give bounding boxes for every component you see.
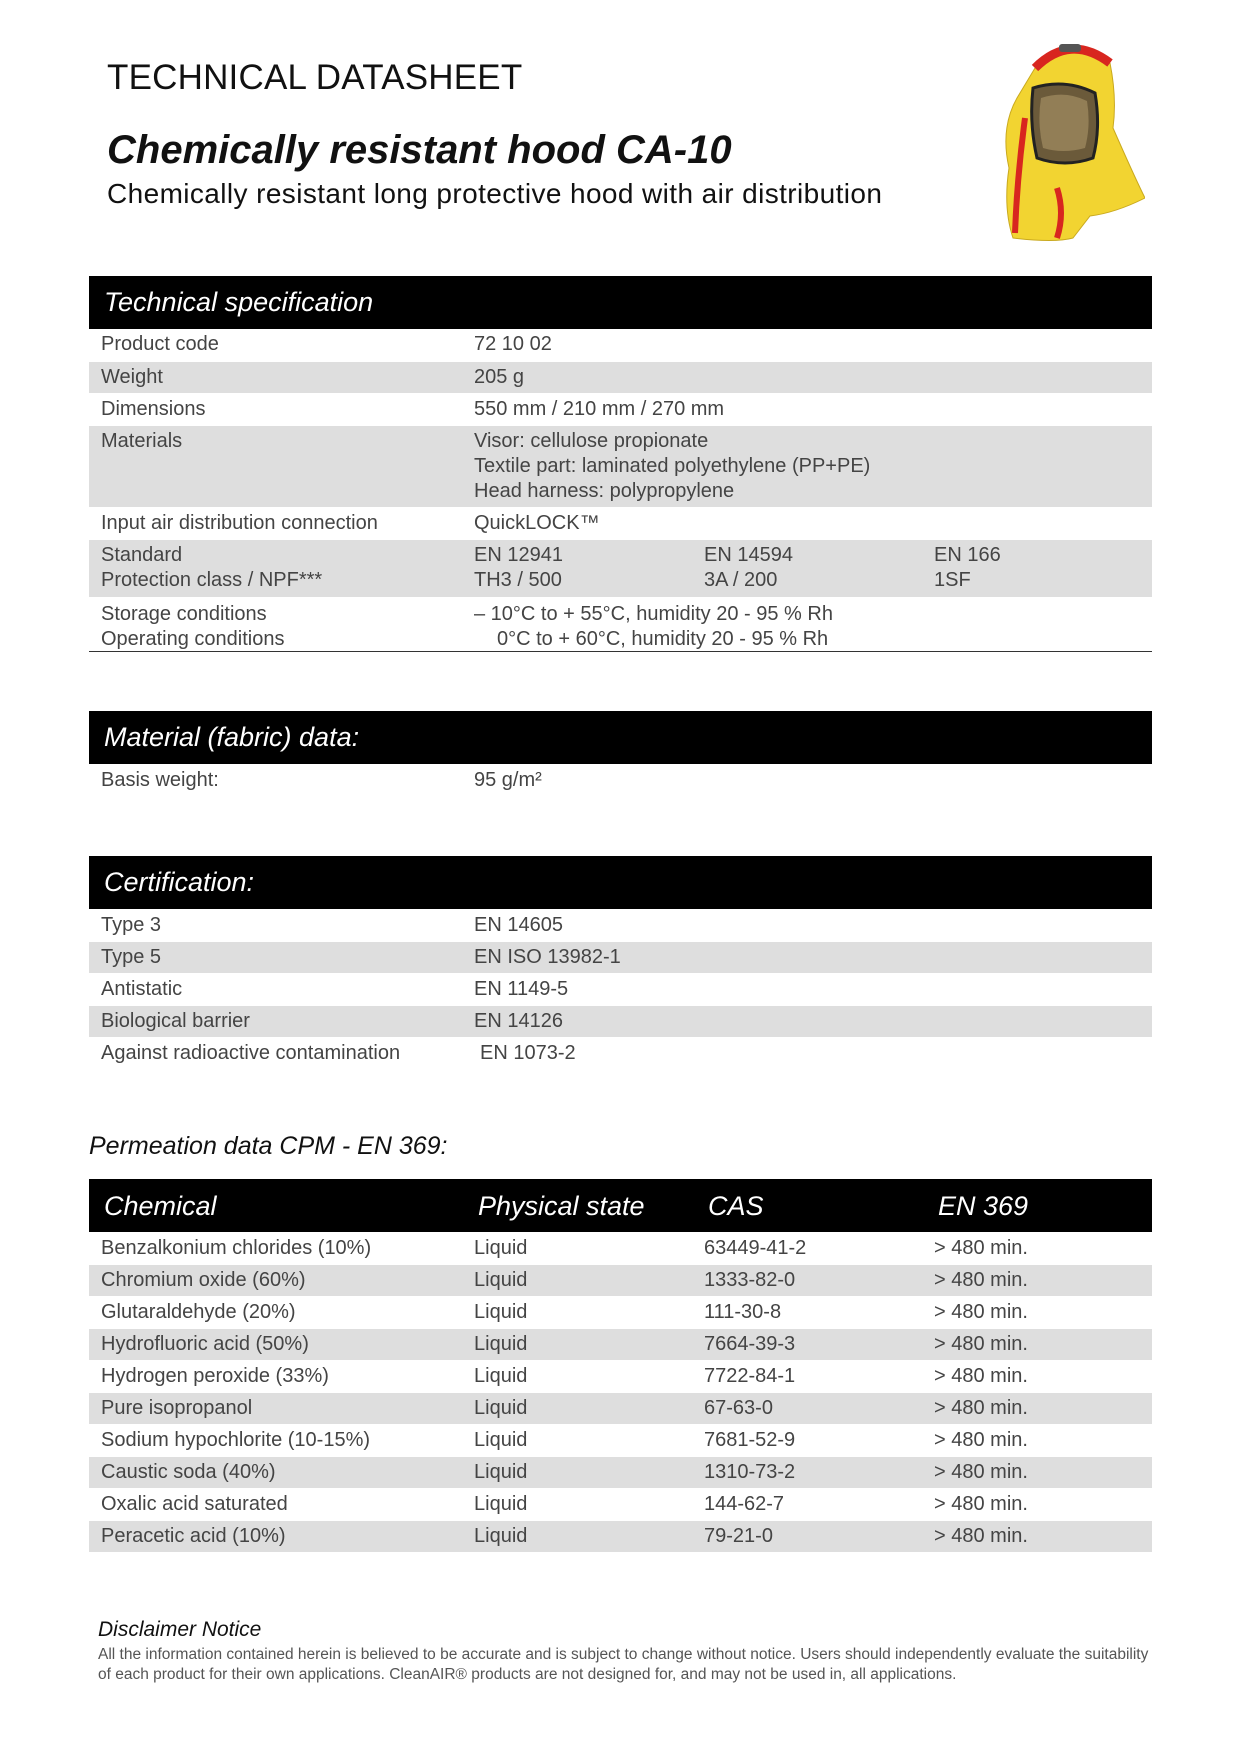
- spec-label: Storage conditions: [101, 603, 267, 625]
- certification-label: Type 3: [101, 914, 162, 936]
- table-row: [89, 1233, 1152, 1264]
- en369-cell: > 480 min.: [934, 1365, 1028, 1387]
- spec-value-line: Head harness: polypropylene: [474, 480, 735, 502]
- spec-label: Input air distribution connection: [101, 512, 378, 534]
- column-header-cas: CAS: [708, 1191, 764, 1221]
- spec-divider: [89, 651, 1152, 652]
- certification-heading: Certification:: [89, 856, 1152, 909]
- en369-cell: > 480 min.: [934, 1461, 1028, 1483]
- table-row: [89, 1361, 1152, 1392]
- en369-cell: > 480 min.: [934, 1301, 1028, 1323]
- spec-row-connection: [89, 508, 1152, 539]
- chemical-cell: Glutaraldehyde (20%): [101, 1301, 296, 1323]
- column-header-physical-state: Physical state: [478, 1191, 645, 1221]
- chemical-cell: Caustic soda (40%): [101, 1461, 276, 1483]
- cas-cell: 1310-73-2: [704, 1461, 796, 1483]
- chemical-cell: Hydrofluoric acid (50%): [101, 1333, 309, 1355]
- disclaimer-text: All the information contained herein is believed to be accurate and is subject to change without notice. Users should independently evaluate the suitability of each product for their own applications. CleanAIR® products are not designed for, and may not be used in, all applications.: [98, 1646, 1149, 1683]
- table-row: [89, 1457, 1152, 1488]
- cas-cell: 63449-41-2: [704, 1237, 807, 1259]
- product-subtitle: Chemically resistant long protective hood with air distribution: [107, 178, 883, 209]
- operating-conditions-value: 0°C to + 60°C, humidity 20 - 95 % Rh: [497, 628, 829, 650]
- spec-row-product-code: [89, 330, 1152, 360]
- state-cell: Liquid: [474, 1429, 528, 1451]
- state-cell: Liquid: [474, 1269, 528, 1291]
- chemical-cell: Pure isopropanol: [101, 1397, 253, 1419]
- product-title: Chemically resistant hood CA-10: [107, 128, 732, 172]
- chemical-cell: Chromium oxide (60%): [101, 1269, 306, 1291]
- certification-row: [89, 942, 1152, 973]
- protection-class-value: 3A / 200: [704, 569, 778, 591]
- en369-cell: > 480 min.: [934, 1237, 1028, 1259]
- state-cell: Liquid: [474, 1333, 528, 1355]
- certification-value: EN 1073-2: [480, 1042, 576, 1064]
- table-row: [89, 1297, 1152, 1328]
- spec-row-dimensions: [89, 394, 1152, 425]
- spec-label: Product code: [101, 333, 219, 355]
- disclaimer-title: Disclaimer Notice: [98, 1618, 262, 1641]
- material-data-heading: Material (fabric) data:: [89, 711, 1152, 764]
- state-cell: Liquid: [474, 1461, 528, 1483]
- permeation-title: Permeation data CPM - EN 369:: [89, 1132, 448, 1160]
- state-cell: Liquid: [474, 1525, 528, 1547]
- cas-cell: 67-63-0: [704, 1397, 773, 1419]
- material-label: Basis weight:: [101, 769, 219, 791]
- certification-label: Antistatic: [101, 978, 183, 1000]
- chemical-cell: Sodium hypochlorite (10-15%): [101, 1429, 371, 1451]
- certification-row: [89, 1038, 1152, 1069]
- spec-row-standard: [89, 540, 1152, 597]
- cas-cell: 7722-84-1: [704, 1365, 796, 1387]
- certification-row: [89, 910, 1152, 941]
- spec-label: Standard: [101, 544, 183, 566]
- certification-row: [89, 1006, 1152, 1037]
- spec-row-weight: [89, 362, 1152, 393]
- spec-value-line: Visor: cellulose propionate: [474, 430, 709, 452]
- column-header-en369: EN 369: [938, 1191, 1029, 1221]
- spec-value-line: Textile part: laminated polyethylene (PP+PE): [474, 455, 871, 477]
- spec-value: 205 g: [474, 366, 525, 388]
- certification-row: [89, 974, 1152, 1005]
- document-label: TECHNICAL DATASHEET: [107, 58, 523, 97]
- table-row: [89, 1489, 1152, 1520]
- material-value: 95 g/m²: [474, 769, 542, 791]
- chemical-cell: Benzalkonium chlorides (10%): [101, 1237, 372, 1259]
- cas-cell: 144-62-7: [704, 1493, 785, 1515]
- protection-class-value: TH3 / 500: [474, 569, 562, 591]
- spec-label: Protection class / NPF***: [101, 569, 323, 591]
- chemical-cell: Oxalic acid saturated: [101, 1493, 288, 1515]
- en369-cell: > 480 min.: [934, 1493, 1028, 1515]
- en369-cell: > 480 min.: [934, 1525, 1028, 1547]
- cas-cell: 7681-52-9: [704, 1429, 796, 1451]
- spec-label: Weight: [101, 366, 163, 388]
- cas-cell: 7664-39-3: [704, 1333, 796, 1355]
- state-cell: Liquid: [474, 1365, 528, 1387]
- state-cell: Liquid: [474, 1493, 528, 1515]
- en369-cell: > 480 min.: [934, 1333, 1028, 1355]
- certification-value: EN ISO 13982-1: [474, 946, 621, 968]
- technical-specification-heading: Technical specification: [89, 276, 1152, 329]
- spec-label: Operating conditions: [101, 628, 285, 650]
- cas-cell: 111-30-8: [704, 1301, 782, 1323]
- chemical-cell: Hydrogen peroxide (33%): [101, 1365, 329, 1387]
- certification-value: EN 14126: [474, 1010, 563, 1032]
- table-row: [89, 1521, 1152, 1552]
- standard-value: EN 12941: [474, 544, 563, 566]
- table-row: [89, 1425, 1152, 1456]
- certification-label: Type 5: [101, 946, 162, 968]
- spec-value: 72 10 02: [474, 333, 552, 355]
- certification-value: EN 1149-5: [474, 978, 569, 1000]
- standard-value: EN 166: [934, 544, 1001, 566]
- table-row: [89, 1265, 1152, 1296]
- en369-cell: > 480 min.: [934, 1269, 1028, 1291]
- spec-row-conditions: [89, 599, 1152, 651]
- en369-cell: > 480 min.: [934, 1397, 1028, 1419]
- table-row: [89, 1393, 1152, 1424]
- chemical-cell: Peracetic acid (10%): [101, 1525, 286, 1547]
- material-row-basis-weight: [89, 766, 1152, 796]
- table-row: [89, 1329, 1152, 1360]
- storage-conditions-value: – 10°C to + 55°C, humidity 20 - 95 % Rh: [474, 603, 833, 625]
- hood-product-image: [995, 38, 1145, 243]
- column-header-chemical: Chemical: [104, 1191, 217, 1221]
- state-cell: Liquid: [474, 1301, 528, 1323]
- certification-label: Against radioactive contamination: [101, 1042, 401, 1064]
- spec-label: Materials: [101, 430, 183, 452]
- spec-row-materials: [89, 426, 1152, 507]
- cas-cell: 1333-82-0: [704, 1269, 796, 1291]
- certification-label: Biological barrier: [101, 1010, 250, 1032]
- en369-cell: > 480 min.: [934, 1429, 1028, 1451]
- standard-value: EN 14594: [704, 544, 793, 566]
- state-cell: Liquid: [474, 1237, 528, 1259]
- spec-value: 550 mm / 210 mm / 270 mm: [474, 398, 725, 420]
- cas-cell: 79-21-0: [704, 1525, 773, 1547]
- certification-value: EN 14605: [474, 914, 563, 936]
- permeation-table-header: [89, 1179, 1152, 1232]
- spec-value: QuickLOCK™: [474, 512, 600, 534]
- protection-class-value: 1SF: [934, 569, 971, 591]
- spec-label: Dimensions: [101, 398, 206, 420]
- state-cell: Liquid: [474, 1397, 528, 1419]
